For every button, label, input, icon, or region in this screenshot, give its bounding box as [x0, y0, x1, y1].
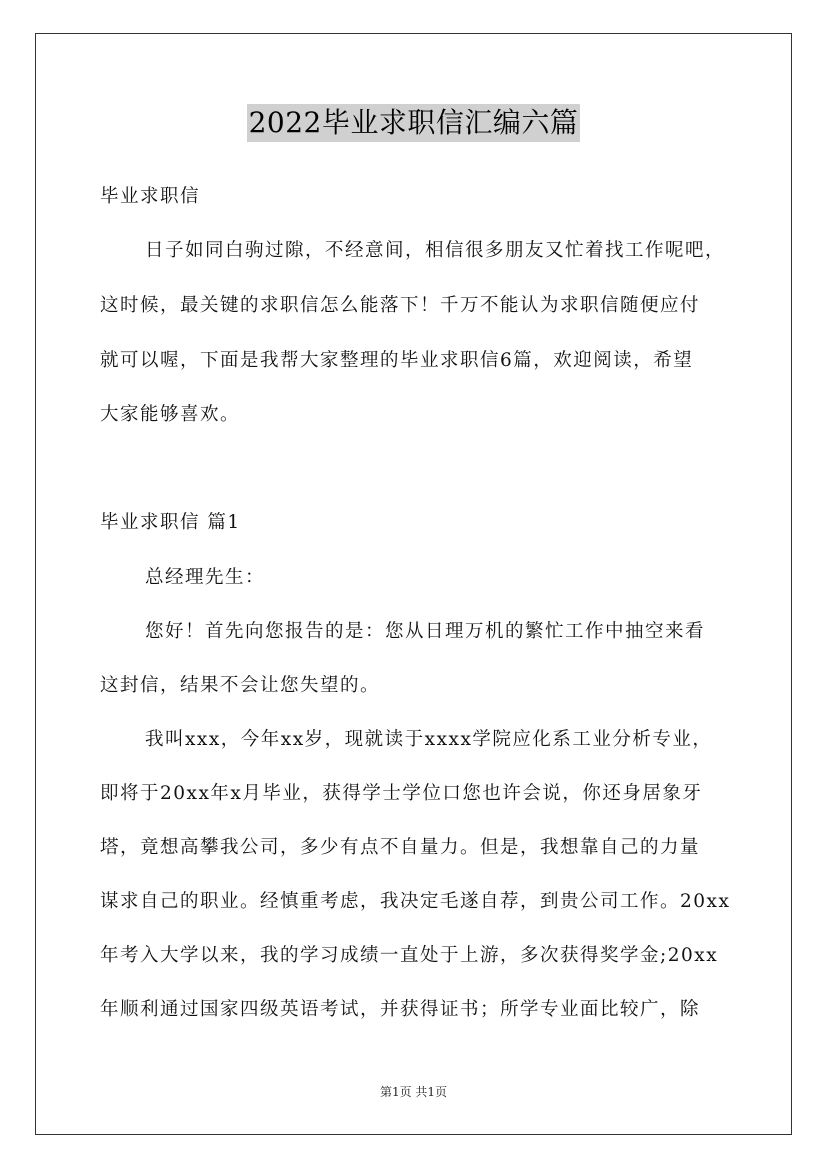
- paragraph-line: 日子如同白驹过隙，不经意间，相信很多朋友又忙着找工作呢吧，: [145, 240, 726, 261]
- document-title: 2022毕业求职信汇编六篇: [247, 104, 581, 142]
- paragraph-line: 这时候，最关键的求职信怎么能落下！千万不能认为求职信随便应付: [100, 295, 701, 316]
- paragraph-line: 大家能够喜欢。: [100, 404, 241, 425]
- paragraph-line: 年顺利通过国家四级英语考试，并获得证书；所学专业面比较广，除: [100, 999, 701, 1020]
- paragraph-line: 我叫xxx，今年xx岁，现就读于xxxx学院应化系工业分析专业，: [145, 729, 713, 750]
- paragraph-line: 您好！首先向您报告的是：您从日理万机的繁忙工作中抽空来看: [145, 621, 706, 642]
- paragraph-line: 就可以喔，下面是我帮大家整理的毕业求职信6篇，欢迎阅读，希望: [100, 350, 694, 371]
- page-footer: 第1页 共1页: [379, 1085, 448, 1099]
- paragraph-line: 这封信，结果不会让您失望的。: [100, 675, 381, 696]
- paragraph-line: 谋求自己的职业。经慎重考虑，我决定毛遂自荐，到贵公司工作。20xx: [100, 891, 731, 912]
- paragraph-line: 塔，竟想高攀我公司，多少有点不自量力。但是，我想靠自己的力量: [100, 837, 701, 858]
- paragraph-line: 年考入大学以来，我的学习成绩一直处于上游，多次获得奖学金;20xx: [100, 945, 719, 966]
- section-heading: 毕业求职信: [100, 186, 201, 207]
- title-container: [0, 104, 827, 142]
- paragraph-line: 即将于20xx年x月毕业，获得学士学位口您也许会说，你还身居象牙: [100, 783, 703, 804]
- section-heading: 毕业求职信 篇1: [100, 512, 241, 533]
- salutation: 总经理先生：: [145, 567, 266, 588]
